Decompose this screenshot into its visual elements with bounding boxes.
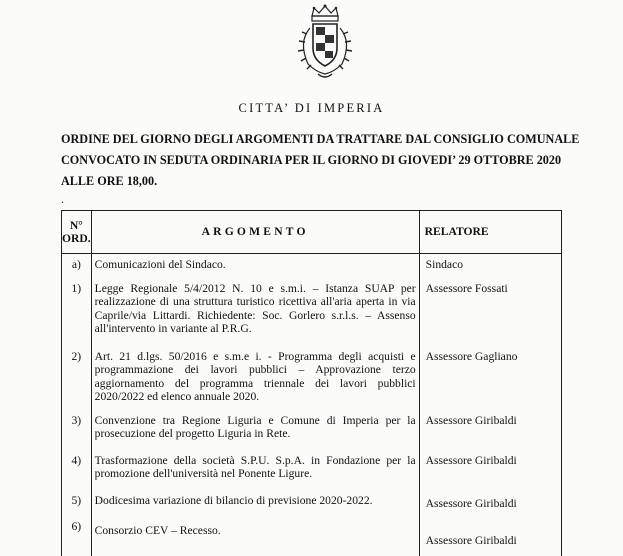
item-topic: Trasformazione della società S.P.U. S.p.A. in Fondazione per la promozione dell'università nel Ponente Ligure. — [91, 450, 419, 490]
agenda-title — [61, 129, 581, 192]
item-speaker: Sindaco — [419, 254, 561, 278]
table-row — [62, 450, 562, 490]
table-row — [62, 516, 562, 556]
item-topic: Convenzione tra Regione Liguria e Comune di Imperia per la prosecuzione del progetto Liguria in Rete. — [91, 410, 419, 450]
separator-dot: . — [61, 192, 64, 206]
title-line: ORDINE DEL GIORNO DEGLI ARGOMENTI DA TRATTARE DAL CONSIGLIO COMUNALE — [61, 132, 580, 146]
title-line: ALLE ORE 18,00. — [61, 174, 158, 188]
agenda-table — [61, 210, 562, 556]
title-line: CONVOCATO IN SEDUTA ORDINARIA PER IL GIORNO DI GIOVEDI’ 29 OTTOBRE 2020 — [61, 153, 562, 167]
item-topic: Legge Regionale 5/4/2012 N. 10 e s.m.i. – Istanza SUAP per realizzazione di una struttura turistico ricettiva all'aria aperta in via Caprile/via Littardi. Richiedente: Soc. Gorlero s.r.l.s. – Assenso all'intervento in variante al P.R.G. — [91, 278, 419, 346]
item-speaker: Assessore Gagliano — [419, 346, 561, 410]
column-header-topic: ARGOMENTO — [91, 211, 419, 254]
table-row — [62, 346, 562, 410]
item-number: a) — [62, 254, 92, 278]
item-topic: Consorzio CEV – Recesso. — [91, 516, 419, 556]
column-header-number: N° ORD. — [62, 211, 92, 254]
item-number: 2) — [62, 346, 92, 410]
city-name: CITTA’ DI IMPERIA — [238, 101, 385, 115]
item-number: 4) — [62, 450, 92, 490]
coat-of-arms-icon — [290, 2, 360, 84]
item-topic: Comunicazioni del Sindaco. — [91, 254, 419, 278]
item-speaker: Assessore Giribaldi — [419, 490, 561, 516]
table-row — [62, 410, 562, 450]
column-header-speaker: RELATORE — [419, 211, 561, 254]
item-speaker: Assessore Giribaldi — [419, 516, 561, 556]
item-topic: Dodicesima variazione di bilancio di previsione 2020-2022. — [91, 490, 419, 516]
table-row — [62, 278, 562, 346]
item-number: 5) — [62, 490, 92, 516]
item-speaker: Assessore Fossati — [419, 278, 561, 346]
item-speaker: Assessore Giribaldi — [419, 410, 561, 450]
item-topic: Art. 21 d.lgs. 50/2016 e s.m.e i. - Programma degli acquisti e programmazione dei lavori pubblici – Approvazione terzo aggiornamento del programma triennale dei lavori pubblici 2020/2022 ed elenco annuale 2020. — [91, 346, 419, 410]
table-row — [62, 490, 562, 516]
item-number: 3) — [62, 410, 92, 450]
item-number: 6) — [62, 516, 92, 556]
table-row — [62, 254, 562, 278]
item-number: 1) — [62, 278, 92, 346]
table-header-row — [62, 211, 562, 254]
item-speaker: Assessore Giribaldi — [419, 450, 561, 490]
